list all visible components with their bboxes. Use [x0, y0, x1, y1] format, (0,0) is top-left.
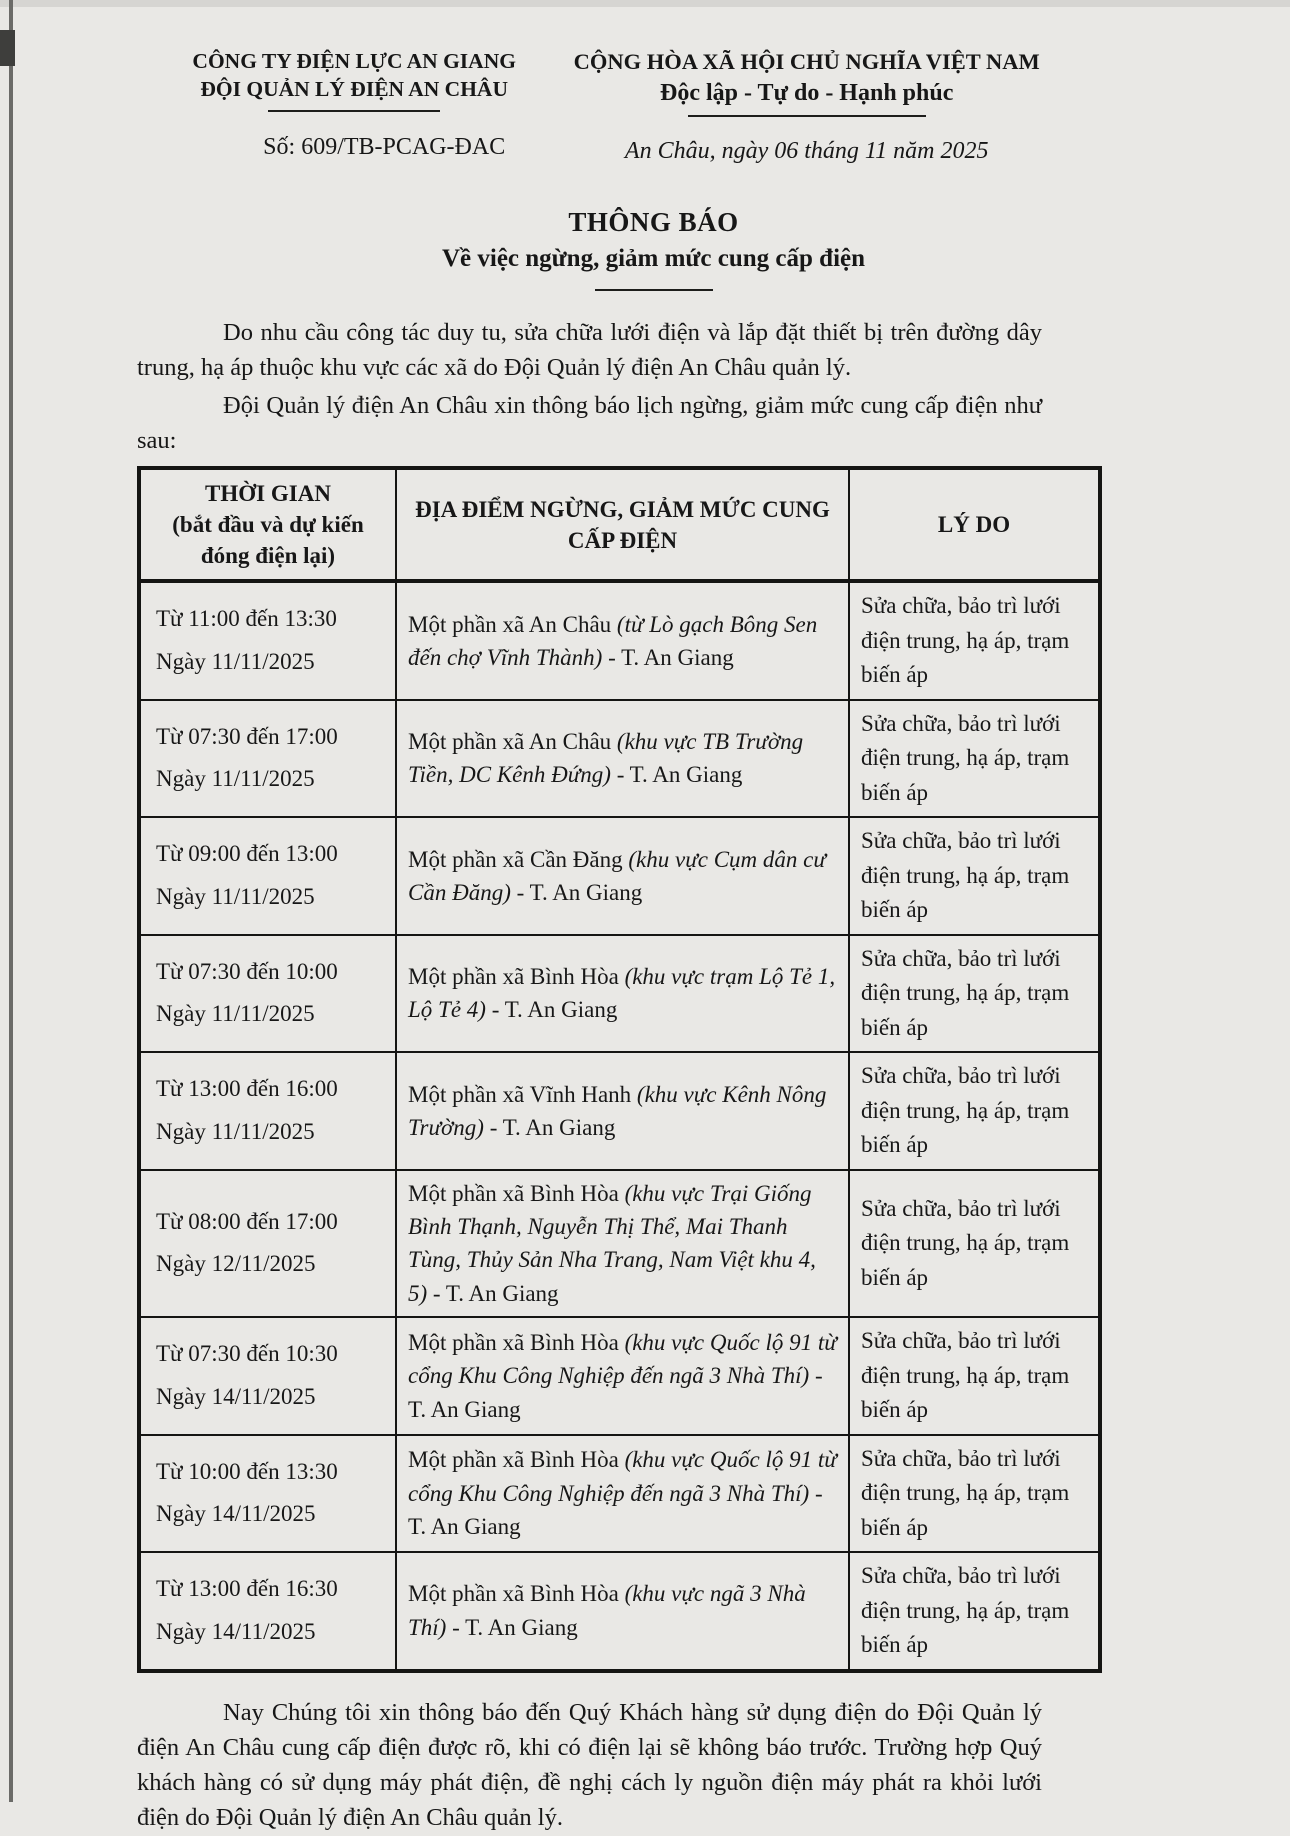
- document-page: [137, 0, 1070, 1836]
- national-header-block: [571, 48, 1042, 165]
- national-motto-line1: CỘNG HÒA XÃ HỘI CHỦ NGHĨA VIỆT NAM: [573, 49, 1040, 74]
- location-suffix: - T. An Giang: [485, 997, 618, 1023]
- cell-location: [396, 817, 849, 935]
- department-name: ĐỘI QUẢN LÝ ĐIỆN AN CHÂU: [200, 76, 508, 101]
- location-suffix: - T. An Giang: [610, 762, 743, 788]
- location-prefix: Một phần xã Bình Hòa: [408, 1581, 625, 1607]
- outage-date: Ngày 14/11/2025: [156, 1383, 316, 1409]
- outage-date: Ngày 11/11/2025: [156, 766, 315, 792]
- location-prefix: Một phần xã Bình Hòa: [408, 1180, 625, 1206]
- closing-paragraph: Nay Chúng tôi xin thông báo đến Quý Khách hàng sử dụng điện do Đội Quản lý điện An Châu cung cấp điện được rõ, khi có điện lại sẽ không báo trước. Trường hợp Quý khách hàng có sử dụng máy phát điện, đề nghị cách ly nguồn điện máy phát ra khỏi lưới điện do Đội Quản lý điện An Châu quản lý.: [137, 1698, 1042, 1832]
- table-row: [139, 1552, 1100, 1671]
- table-row: [139, 1435, 1100, 1553]
- location-prefix: Một phần xã Bình Hòa: [408, 1329, 625, 1355]
- document-number: Số: 609/TB-PCAG-ĐAC: [263, 134, 506, 161]
- location-prefix: Một phần xã Cần Đăng: [408, 846, 629, 872]
- location-prefix: Một phần xã An Châu: [408, 729, 617, 755]
- location-detail: (khu vực TB Trường Tiền, DC Kênh Đứng): [408, 729, 804, 788]
- table-row: [139, 817, 1100, 935]
- outage-date: Ngày 14/11/2025: [156, 1618, 316, 1644]
- location-detail: (khu vực Kênh Nông Trường): [408, 1081, 827, 1140]
- company-name: CÔNG TY ĐIỆN LỰC AN GIANG: [192, 49, 516, 73]
- outage-time: Từ 13:00 đến 16:30: [156, 1576, 338, 1602]
- cell-location: [396, 1317, 849, 1435]
- outage-date: Ngày 14/11/2025: [156, 1501, 316, 1527]
- location-suffix: - T. An Giang: [446, 1614, 578, 1640]
- outage-time: Từ 07:30 đến 17:00: [156, 723, 338, 749]
- header-time-title: THỜI GIAN: [205, 481, 331, 507]
- cell-time: [139, 700, 396, 818]
- location-prefix: Một phần xã Vĩnh Hanh: [408, 1081, 637, 1107]
- title-block: [201, 207, 1106, 291]
- scan-left-edge-artifact: [9, 0, 13, 1802]
- cell-time: [139, 1552, 396, 1671]
- cell-time: [139, 817, 396, 935]
- location-detail: (khu vực Cụm dân cư Cần Đăng): [408, 846, 826, 905]
- cell-reason: Sửa chữa, bảo trì lưới điện trung, hạ áp, trạm biến áp: [849, 1317, 1100, 1435]
- cell-location: [396, 700, 849, 818]
- outage-date: Ngày 11/11/2025: [156, 1118, 315, 1144]
- location-prefix: Một phần xã An Châu: [408, 611, 617, 637]
- issuing-org-block: [137, 48, 571, 165]
- cell-location: [396, 1170, 849, 1317]
- outage-time: Từ 10:00 đến 13:30: [156, 1458, 338, 1484]
- cell-reason: Sửa chữa, bảo trì lưới điện trung, hạ áp, trạm biến áp: [849, 1052, 1100, 1170]
- table-row: [139, 1317, 1100, 1435]
- intro-paragraph-1: Do nhu cầu công tác duy tu, sửa chữa lưới điện và lắp đặt thiết bị trên đường dây trung, hạ áp thuộc khu vực các xã do Đội Quản lý điện An Châu quản lý.: [137, 319, 1042, 382]
- location-suffix: - T. An Giang: [602, 644, 734, 670]
- cell-time: [139, 1317, 396, 1435]
- cell-time: [139, 1170, 396, 1317]
- table-row: [139, 935, 1100, 1053]
- location-detail: (khu vực trạm Lộ Tẻ 1, Lộ Tẻ 4): [408, 964, 836, 1023]
- location-prefix: Một phần xã Bình Hòa: [408, 1447, 625, 1473]
- document-header: [137, 48, 1042, 165]
- title-underline-rule: [595, 289, 713, 291]
- location-suffix: - T. An Giang: [483, 1114, 616, 1140]
- outage-time: Từ 07:30 đến 10:30: [156, 1341, 338, 1367]
- cell-reason: Sửa chữa, bảo trì lưới điện trung, hạ áp, trạm biến áp: [849, 817, 1100, 935]
- location-detail: (khu vực Quốc lộ 91 từ cổng Khu Công Nghiệp đến ngã 3 Nhà Thí): [408, 1329, 837, 1389]
- table-header-row: [139, 468, 1100, 581]
- cell-time: [139, 1435, 396, 1553]
- cell-reason: Sửa chữa, bảo trì lưới điện trung, hạ áp, trạm biến áp: [849, 1170, 1100, 1317]
- location-detail: (từ Lò gạch Bông Sen đến chợ Vĩnh Thành): [408, 611, 818, 670]
- header-cell-location: ĐỊA ĐIỂM NGỪNG, GIẢM MỨC CUNG CẤP ĐIỆN: [396, 468, 849, 581]
- scan-corner-mark-artifact: [0, 30, 15, 66]
- location-suffix: - T. An Giang: [408, 1480, 823, 1539]
- cell-location: [396, 581, 849, 700]
- location-suffix: - T. An Giang: [427, 1280, 559, 1306]
- outage-date: Ngày 12/11/2025: [156, 1251, 316, 1277]
- document-title: THÔNG BÁO: [568, 207, 739, 237]
- cell-reason: Sửa chữa, bảo trì lưới điện trung, hạ áp, trạm biến áp: [849, 935, 1100, 1053]
- table-row: [139, 581, 1100, 700]
- table-row: [139, 700, 1100, 818]
- location-prefix: Một phần xã Bình Hòa: [408, 964, 625, 990]
- cell-location: [396, 1052, 849, 1170]
- cell-time: [139, 935, 396, 1053]
- cell-reason: Sửa chữa, bảo trì lưới điện trung, hạ áp, trạm biến áp: [849, 1435, 1100, 1553]
- location-detail: (khu vực ngã 3 Nhà Thí): [408, 1581, 806, 1640]
- outage-time: Từ 11:00 đến 13:30: [156, 606, 337, 632]
- outage-time: Từ 08:00 đến 17:00: [156, 1208, 338, 1234]
- cell-time: [139, 581, 396, 700]
- location-suffix: - T. An Giang: [408, 1363, 823, 1422]
- place-and-date: An Châu, ngày 06 tháng 11 năm 2025: [624, 138, 989, 164]
- motto-underline-rule: [688, 115, 926, 117]
- outage-time: Từ 07:30 đến 10:00: [156, 958, 338, 984]
- outage-date: Ngày 11/11/2025: [156, 1001, 315, 1027]
- national-motto-line2: Độc lập - Tự do - Hạnh phúc: [660, 80, 954, 106]
- org-underline-rule: [268, 110, 440, 112]
- cell-time: [139, 1052, 396, 1170]
- outage-time: Từ 09:00 đến 13:00: [156, 841, 338, 867]
- table-row: [139, 1052, 1100, 1170]
- location-suffix: - T. An Giang: [510, 879, 643, 905]
- scan-top-edge-artifact: [0, 0, 1290, 7]
- location-detail: (khu vực Trại Giống Bình Thạnh, Nguyễn Thị Thể, Mai Thanh Tùng, Thủy Sản Nha Trang, Nam Việt khu 4, 5): [408, 1180, 816, 1306]
- cell-location: [396, 1435, 849, 1553]
- location-detail: (khu vực Quốc lộ 91 từ cổng Khu Công Nghiệp đến ngã 3 Nhà Thí): [408, 1447, 837, 1506]
- header-cell-reason: LÝ DO: [849, 468, 1100, 581]
- document-subtitle: Về việc ngừng, giảm mức cung cấp điện: [441, 245, 866, 272]
- outage-date: Ngày 11/11/2025: [156, 648, 315, 674]
- table-row: [139, 1170, 1100, 1317]
- cell-reason: Sửa chữa, bảo trì lưới điện trung, hạ áp, trạm biến áp: [849, 581, 1100, 700]
- cell-reason: Sửa chữa, bảo trì lưới điện trung, hạ áp, trạm biến áp: [849, 1552, 1100, 1671]
- outage-schedule-table: [137, 466, 1102, 1673]
- outage-time: Từ 13:00 đến 16:00: [156, 1076, 338, 1102]
- cell-location: [396, 935, 849, 1053]
- header-cell-time: [139, 468, 396, 581]
- cell-reason: Sửa chữa, bảo trì lưới điện trung, hạ áp, trạm biến áp: [849, 700, 1100, 818]
- cell-location: [396, 1552, 849, 1671]
- outage-date: Ngày 11/11/2025: [156, 883, 315, 909]
- intro-paragraph-2: Đội Quản lý điện An Châu xin thông báo lịch ngừng, giảm mức cung cấp điện như sau:: [137, 391, 1042, 454]
- header-time-note: (bắt đầu và dự kiến đóng điện lại): [172, 512, 364, 569]
